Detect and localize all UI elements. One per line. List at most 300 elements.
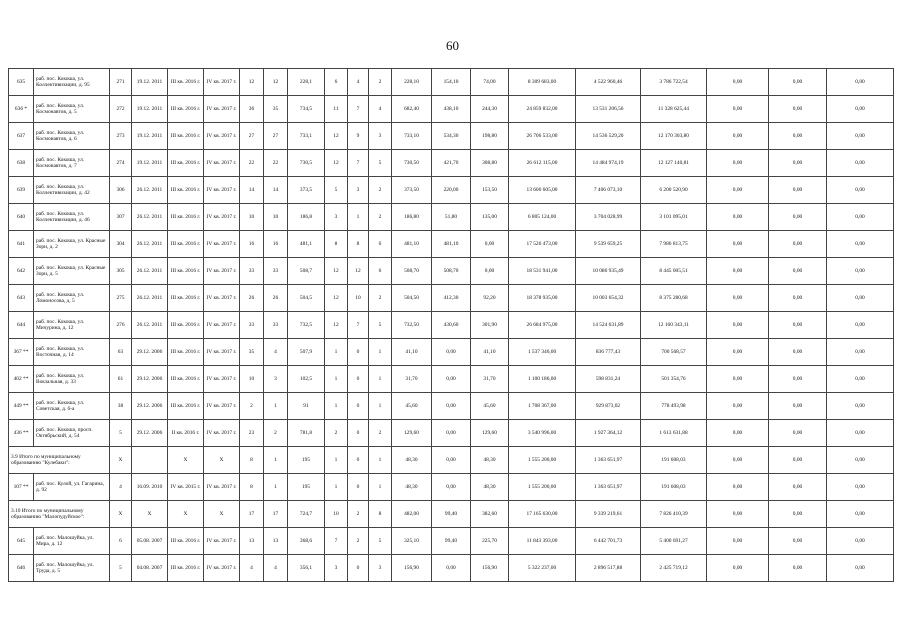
table-row: [9, 231, 894, 258]
table-cell: 0,00: [707, 177, 769, 204]
total-label: 3.9 Итого по муниципальному образованию "Кулебаки":: [9, 447, 110, 474]
table-cell: 6: [369, 258, 392, 285]
table-cell: 220,00: [432, 177, 471, 204]
table-cell: 0,00: [769, 177, 827, 204]
table-cell: 13 606 605,00: [509, 177, 576, 204]
table-cell: 1 363 651,97: [576, 447, 641, 474]
table-row: [9, 474, 894, 501]
table-cell: раб. пос. Кокоша, ул. Космонавтов, д. 7: [34, 150, 110, 177]
table-row: [9, 96, 894, 123]
table-row: [9, 366, 894, 393]
table-cell: 198,80: [471, 123, 509, 150]
table-cell: 0,00: [827, 312, 894, 339]
table-cell: 48,30: [392, 474, 432, 501]
table-cell: 5 400 691,27: [641, 528, 707, 555]
table-cell: 402 **: [9, 366, 34, 393]
table-cell: 17 526 473,00: [509, 231, 576, 258]
table-cell: 700 568,57: [641, 339, 707, 366]
table-cell: 41,10: [471, 339, 509, 366]
table-cell: 33: [240, 312, 264, 339]
table-cell: 1: [264, 474, 288, 501]
table-cell: 0,00: [432, 555, 471, 582]
table-cell: 7: [348, 312, 369, 339]
table-cell: 0: [348, 393, 369, 420]
table-cell: 4: [240, 555, 264, 582]
table-cell: 646: [9, 555, 34, 582]
table-cell: III кв. 2016 г.: [168, 339, 204, 366]
table-cell: 11 843 393,00: [509, 528, 576, 555]
table-cell: 225,70: [471, 528, 509, 555]
table-row: [9, 258, 894, 285]
table-cell: 31,70: [471, 366, 509, 393]
table-cell: 6 200 520,90: [641, 177, 707, 204]
table-cell: 23: [240, 420, 264, 447]
table-cell: раб. пос. Кокоша, ул. Коллективизации, д. 42: [34, 177, 110, 204]
table-cell: 0,00: [827, 366, 894, 393]
table-cell: 4: [264, 339, 288, 366]
table-cell: 17: [240, 501, 264, 528]
table-cell: 0,00: [769, 501, 827, 528]
table-cell: 0,00: [707, 339, 769, 366]
table-cell: 2: [348, 501, 369, 528]
table-cell: 5 322 237,00: [509, 555, 576, 582]
table-cell: 12 170 303,80: [641, 123, 707, 150]
table-cell: 507,9: [288, 339, 325, 366]
table-cell: 26 612 115,00: [509, 150, 576, 177]
table-cell: 8 445 005,51: [641, 258, 707, 285]
table-cell: 26 706 533,00: [509, 123, 576, 150]
table-cell: 730,5: [288, 150, 325, 177]
table-cell: 74,00: [471, 69, 509, 96]
table-cell: 0,00: [769, 447, 827, 474]
table-cell: 438,10: [432, 96, 471, 123]
table-cell: 8: [240, 474, 264, 501]
table-cell: 8: [240, 447, 264, 474]
table-cell: 0,00: [827, 393, 894, 420]
table-cell: 10: [348, 285, 369, 312]
table-cell: 382,60: [471, 501, 509, 528]
table-cell: 0,00: [769, 150, 827, 177]
table-cell: IV кв. 2017 г.: [204, 312, 240, 339]
table-cell: 0: [348, 447, 369, 474]
table-cell: 271: [110, 69, 132, 96]
table-cell: раб. пос. Кокоша, ул. Космонавтов, д. 5: [34, 96, 110, 123]
table-cell: 0,00: [827, 339, 894, 366]
table-row: [9, 123, 894, 150]
table-cell: 781,8: [288, 420, 325, 447]
table-cell: 0,00: [707, 258, 769, 285]
table-cell: 26: [240, 285, 264, 312]
table-cell: 641: [9, 231, 34, 258]
table-row: [9, 393, 894, 420]
table-cell: X: [110, 501, 132, 528]
table-cell: 1: [348, 204, 369, 231]
table-cell: 635: [9, 69, 34, 96]
table-cell: 8: [369, 501, 392, 528]
table-cell: 0,00: [769, 123, 827, 150]
table-cell: X: [204, 447, 240, 474]
table-cell: 0,00: [707, 393, 769, 420]
table-cell: 3: [264, 366, 288, 393]
table-cell: 2: [264, 420, 288, 447]
table-cell: III кв. 2016 г.: [168, 312, 204, 339]
page-number: 60: [446, 38, 459, 53]
table-cell: 0,00: [769, 312, 827, 339]
table-cell: 33: [264, 312, 288, 339]
table-cell: IV кв. 2017 г.: [204, 123, 240, 150]
table-cell: 13: [264, 528, 288, 555]
table-cell: 305: [110, 258, 132, 285]
table-cell: 682,40: [392, 96, 432, 123]
table-cell: 0,00: [707, 366, 769, 393]
table-cell: 0,00: [827, 69, 894, 96]
table-row: [9, 150, 894, 177]
table-cell: 0,00: [769, 204, 827, 231]
table-cell: 481,10: [392, 231, 432, 258]
table-cell: 1 708 367,00: [509, 393, 576, 420]
table-cell: 3: [325, 204, 348, 231]
table-cell: 733,10: [392, 123, 432, 150]
table-cell: 307: [110, 204, 132, 231]
table-cell: 504,50: [392, 285, 432, 312]
table-cell: IV кв. 2017 г.: [204, 393, 240, 420]
table-row: [9, 177, 894, 204]
table-cell: 0,00: [827, 474, 894, 501]
table-cell: 0,00: [769, 366, 827, 393]
table-cell: 27: [264, 123, 288, 150]
table-cell: 154,10: [432, 69, 471, 96]
table-cell: 99,40: [432, 528, 471, 555]
table-cell: 29.12. 2006: [132, 420, 168, 447]
table-cell: 2: [369, 69, 392, 96]
table-cell: раб. пос. Кокоша, ул. Коллективизации, д. 46: [34, 204, 110, 231]
table-cell: 0,00: [827, 501, 894, 528]
table-cell: 501 354,76: [641, 366, 707, 393]
table-cell: 186,80: [392, 204, 432, 231]
table-cell: раб. пос. Кулой, ул. Гагарина, д. 92: [34, 474, 110, 501]
table-cell: 7 406 073,10: [576, 177, 641, 204]
table-cell: 1: [264, 447, 288, 474]
table-cell: 36: [240, 96, 264, 123]
table-cell: 186,8: [288, 204, 325, 231]
table-cell: 732,5: [288, 312, 325, 339]
table-cell: 156,90: [471, 555, 509, 582]
table-cell: 3: [369, 123, 392, 150]
table-row: [9, 420, 894, 447]
table-cell: 929 873,02: [576, 393, 641, 420]
table-cell: 0,00: [707, 312, 769, 339]
table-cell: 0,00: [432, 420, 471, 447]
table-cell: 0: [348, 420, 369, 447]
table-cell: раб. пос. Кокоша, ул. Советская, д. 6-а: [34, 393, 110, 420]
table-cell: 04.08. 2007: [132, 555, 168, 582]
table-cell: 368,6: [288, 528, 325, 555]
table-cell: 0,00: [432, 339, 471, 366]
table-cell: 48,30: [471, 474, 509, 501]
table-cell: 0,00: [707, 501, 769, 528]
table-cell: 14: [264, 177, 288, 204]
table-cell: 373,5: [288, 177, 325, 204]
table-cell: 1 100 186,00: [509, 366, 576, 393]
table-cell: 45,60: [471, 393, 509, 420]
table-cell: 0,00: [827, 528, 894, 555]
table-cell: 643: [9, 285, 34, 312]
table-cell: 91: [288, 393, 325, 420]
table-cell: 19.12. 2011: [132, 150, 168, 177]
table-cell: 421,70: [432, 150, 471, 177]
table-cell: 0,00: [827, 96, 894, 123]
table-cell: 274: [110, 150, 132, 177]
housing-registry-table: [8, 68, 894, 582]
table-cell: 10: [240, 204, 264, 231]
table-cell: 7: [325, 528, 348, 555]
table-cell: 5: [369, 528, 392, 555]
table-cell: III кв. 2016 г.: [168, 204, 204, 231]
table-cell: 0,00: [707, 96, 769, 123]
table-cell: 0,00: [827, 285, 894, 312]
table-cell: 0,00: [827, 231, 894, 258]
table-cell: 8: [325, 231, 348, 258]
table-cell: 0,00: [827, 204, 894, 231]
table-cell: 1: [325, 366, 348, 393]
table-cell: 3: [325, 555, 348, 582]
table-cell: 35: [240, 339, 264, 366]
table-cell: раб. пос. Кокоша, ул. Красные Зори, д. 2: [34, 231, 110, 258]
table-cell: III кв. 2016 г.: [168, 258, 204, 285]
table-cell: IV кв. 2015 г.: [168, 474, 204, 501]
table-cell: IV кв. 2017 г.: [204, 204, 240, 231]
table-cell: 135,00: [471, 204, 509, 231]
table-cell: раб. пос. Кокоша, ул. Мичурина, д. 12: [34, 312, 110, 339]
table-cell: 26 684 975,00: [509, 312, 576, 339]
table-cell: 26.12. 2011: [132, 177, 168, 204]
table-cell: 2: [325, 420, 348, 447]
table-cell: 730,50: [392, 150, 432, 177]
table-cell: 2: [369, 177, 392, 204]
table-cell: 3 704 028,99: [576, 204, 641, 231]
table-cell: 191 608,03: [641, 474, 707, 501]
table-cell: 308,80: [471, 150, 509, 177]
table-cell: 0,00: [769, 393, 827, 420]
table-cell: 195: [288, 474, 325, 501]
table-cell: 29.12. 2006: [132, 366, 168, 393]
table-cell: 0,00: [827, 123, 894, 150]
table-cell: 35: [264, 96, 288, 123]
table-cell: III кв. 2016 г.: [168, 393, 204, 420]
table-cell: 9 539 659,25: [576, 231, 641, 258]
table-cell: 724,7: [288, 501, 325, 528]
table-cell: 0: [348, 339, 369, 366]
table-cell: 0,00: [827, 258, 894, 285]
table-cell: 1 613 631,88: [641, 420, 707, 447]
table-cell: 7 986 813,75: [641, 231, 707, 258]
table-cell: 2: [369, 204, 392, 231]
table-cell: 304: [110, 231, 132, 258]
table-cell: 8: [348, 231, 369, 258]
table-cell: X: [110, 447, 132, 474]
table-cell: 0,00: [827, 555, 894, 582]
table-cell: 129,60: [471, 420, 509, 447]
table-cell: III кв. 2016 г.: [168, 285, 204, 312]
table-cell: 0,00: [471, 231, 509, 258]
table-cell: 48,30: [471, 447, 509, 474]
table-cell: 733,1: [288, 123, 325, 150]
table-cell: 508,70: [392, 258, 432, 285]
table-cell: 10: [325, 501, 348, 528]
table-cell: 17: [264, 501, 288, 528]
table-cell: 14 536 529,20: [576, 123, 641, 150]
table-cell: 12: [240, 69, 264, 96]
table-cell: 26.12. 2011: [132, 285, 168, 312]
table-cell: 0,00: [707, 123, 769, 150]
table-cell: 0,00: [769, 69, 827, 96]
table-cell: 102,5: [288, 366, 325, 393]
table-cell: 3 786 722,54: [641, 69, 707, 96]
table-cell: 244,30: [471, 96, 509, 123]
table-cell: IV кв. 2017 г.: [204, 258, 240, 285]
table-row: [9, 204, 894, 231]
table-cell: 0: [348, 366, 369, 393]
table-cell: 61: [110, 366, 132, 393]
table-cell: 5: [110, 555, 132, 582]
total-row: [9, 447, 894, 474]
table-cell: 14 484 974,19: [576, 150, 641, 177]
table-cell: 640: [9, 204, 34, 231]
table-cell: 6: [325, 69, 348, 96]
table-cell: 0,00: [769, 96, 827, 123]
total-label: 3.10 Итого по муниципальному образованию "Малопудуйское":: [9, 501, 110, 528]
table-cell: 12: [325, 150, 348, 177]
table-cell: 7: [348, 96, 369, 123]
table-cell: раб. пос. Кокоша, ул. Восточная, д. 14: [34, 339, 110, 366]
table-cell: 51,80: [432, 204, 471, 231]
table-cell: 412,30: [432, 285, 471, 312]
table-cell: 5: [369, 312, 392, 339]
table-cell: 10 086 935,49: [576, 258, 641, 285]
table-cell: 26.12. 2011: [132, 231, 168, 258]
table-cell: 18 531 941,00: [509, 258, 576, 285]
table-cell: 6 805 124,00: [509, 204, 576, 231]
table-cell: раб. пос. Кокоша, ул. Ломоносова, д. 5: [34, 285, 110, 312]
table-cell: 9 339 219,61: [576, 501, 641, 528]
table-cell: 1 927 364,12: [576, 420, 641, 447]
table-row: [9, 339, 894, 366]
table-cell: 191 608,03: [641, 447, 707, 474]
table-cell: 228,1: [288, 69, 325, 96]
table-cell: III кв. 2016 г.: [168, 231, 204, 258]
table-cell: 0,00: [707, 204, 769, 231]
table-cell: 17 165 630,00: [509, 501, 576, 528]
table-cell: 4: [264, 555, 288, 582]
table-cell: 1: [325, 393, 348, 420]
table-cell: 26: [264, 285, 288, 312]
table-cell: 0,00: [827, 150, 894, 177]
table-cell: X: [168, 447, 204, 474]
table-cell: 778 493,98: [641, 393, 707, 420]
table-cell: 11: [325, 96, 348, 123]
table-cell: 7 826 410,39: [641, 501, 707, 528]
table-cell: 0,00: [769, 474, 827, 501]
table-cell: IV кв. 2017 г.: [204, 528, 240, 555]
table-cell: раб. пос. Малошуйка, ул. Труда, д. 5: [34, 555, 110, 582]
table-row: [9, 285, 894, 312]
table-cell: X: [204, 501, 240, 528]
table-cell: 0,00: [769, 555, 827, 582]
table-cell: 0,00: [707, 69, 769, 96]
table-cell: IV кв. 2017 г.: [204, 69, 240, 96]
table-cell: 0,00: [769, 231, 827, 258]
table-cell: 63: [110, 339, 132, 366]
table-cell: 4: [369, 96, 392, 123]
table-cell: 0,00: [707, 285, 769, 312]
table-cell: 0,00: [769, 528, 827, 555]
table-cell: 16: [240, 231, 264, 258]
table-cell: 356,1: [288, 555, 325, 582]
table-cell: III кв. 2016 г.: [168, 177, 204, 204]
table-cell: 2: [369, 285, 392, 312]
table-cell: 12: [325, 312, 348, 339]
table-cell: 3 540 996,00: [509, 420, 576, 447]
table-cell: 38: [110, 393, 132, 420]
table-cell: 0,00: [432, 447, 471, 474]
table-cell: 26.12. 2011: [132, 204, 168, 231]
table-cell: 636 *: [9, 96, 34, 123]
table-cell: 1 537 346,00: [509, 339, 576, 366]
table-cell: 6: [110, 528, 132, 555]
table-cell: 639: [9, 177, 34, 204]
table-cell: 5: [110, 420, 132, 447]
table-cell: 5: [325, 177, 348, 204]
table-cell: 367 **: [9, 339, 34, 366]
table-cell: 24 859 832,00: [509, 96, 576, 123]
table-cell: 0,00: [707, 150, 769, 177]
table-cell: 27: [240, 123, 264, 150]
table-cell: 05.08. 2007: [132, 528, 168, 555]
table-cell: 16.09. 2010: [132, 474, 168, 501]
table-cell: 0,00: [827, 420, 894, 447]
table-cell: IV кв. 2017 г.: [204, 177, 240, 204]
table-cell: 0,00: [707, 420, 769, 447]
table-cell: раб. пос. Малошуйка, ул. Мира, д. 12: [34, 528, 110, 555]
table-cell: 13: [240, 528, 264, 555]
table-cell: 4: [348, 69, 369, 96]
table-cell: 14 524 631,89: [576, 312, 641, 339]
table-cell: III кв. 2016 г.: [168, 96, 204, 123]
table-cell: 26.12. 2011: [132, 258, 168, 285]
table-cell: 29.12. 2006: [132, 339, 168, 366]
table-cell: 637: [9, 123, 34, 150]
table-cell: 33: [240, 258, 264, 285]
table-cell: 41,10: [392, 339, 432, 366]
table-cell: 10 003 654,32: [576, 285, 641, 312]
table-cell: 2: [240, 393, 264, 420]
table-cell: III кв. 2016 г.: [168, 528, 204, 555]
table-cell: 22: [240, 150, 264, 177]
table-cell: III кв. 2016 г.: [168, 150, 204, 177]
table-cell: 1 555 200,00: [509, 474, 576, 501]
table-cell: 0,00: [707, 474, 769, 501]
table-cell: 16: [264, 231, 288, 258]
table-cell: [132, 447, 168, 474]
table-cell: 508,7: [288, 258, 325, 285]
table-cell: 45,60: [392, 393, 432, 420]
table-cell: IV кв. 2017 г.: [204, 96, 240, 123]
table-cell: 430,60: [432, 312, 471, 339]
table-cell: 2: [369, 420, 392, 447]
table-cell: 7: [348, 150, 369, 177]
table-cell: X: [168, 501, 204, 528]
table-cell: 481,1: [288, 231, 325, 258]
